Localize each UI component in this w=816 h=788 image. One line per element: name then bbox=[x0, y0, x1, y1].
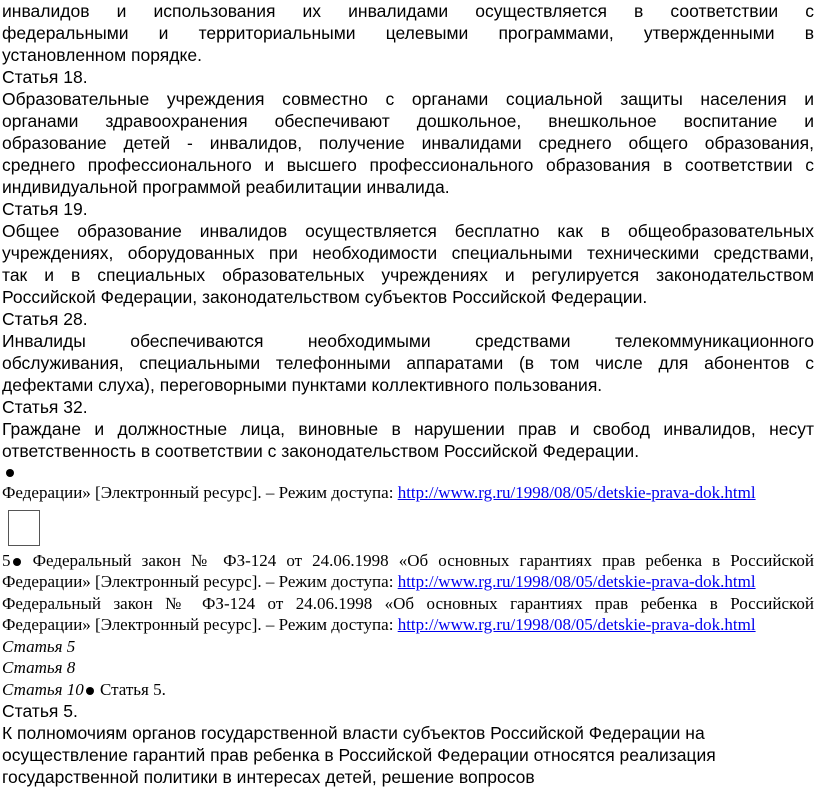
text-line: органами здравоохранения обеспечивают дошкольное, внешкольное воспитание и bbox=[2, 111, 814, 131]
reference-link[interactable]: http://www.rg.ru/1998/08/05/detskie-prava-dok.html bbox=[397, 615, 756, 634]
empty-image-placeholder bbox=[8, 510, 40, 546]
reference-line bbox=[0, 550, 816, 572]
article-ref: Статья 5 bbox=[2, 636, 76, 656]
bullet-row bbox=[0, 462, 816, 482]
article-ref: Статья 8 bbox=[2, 658, 76, 677]
text-line: ответственность в соответствии с законодательством Российской Федерации. bbox=[2, 441, 640, 461]
reference-line: Федеральный закон № ФЗ-124 от 24.06.1998 «Об основных гарантиях прав ребенка в Российской bbox=[2, 593, 814, 613]
text-line: индивидуальной программой реабилитации инвалида. bbox=[2, 177, 450, 197]
reference-line bbox=[0, 482, 816, 504]
article-heading: Статья 19. bbox=[2, 199, 88, 219]
reference-text: Федерации» [Электронный ресурс]. – Режим доступа: bbox=[2, 483, 398, 502]
article-ref: Статья 10 bbox=[2, 679, 84, 699]
text-line: учреждениях, оборудованных при необходимости специальными техническими средствами, bbox=[2, 243, 814, 263]
reference-line bbox=[0, 571, 816, 593]
reference-link[interactable]: http://www.rg.ru/1998/08/05/detskie-prava-dok.html bbox=[397, 572, 756, 591]
bullet-icon bbox=[86, 687, 94, 695]
text-line: государственной политики в интересах детей, решение вопросов bbox=[2, 767, 535, 787]
reference-text: Федеральный закон № ФЗ-124 от 24.06.1998 «Об основных гарантиях прав ребенка в Российской bbox=[22, 550, 814, 570]
article-heading: Статья 28. bbox=[2, 309, 88, 329]
article-ref: Статья 5. bbox=[95, 679, 166, 699]
reference-text: Федерации» [Электронный ресурс]. – Режим доступа: bbox=[2, 572, 398, 591]
reference-link[interactable]: http://www.rg.ru/1998/08/05/detskie-prava-dok.html bbox=[397, 483, 756, 502]
text-line: среднего профессионального и высшего профессионального образования в соответствии с bbox=[2, 155, 814, 175]
text-line: федеральными и территориальными целевыми программами, утвержденными в bbox=[2, 23, 814, 43]
text-line: Российской Федерации, законодательством субъектов Российской Федерации. bbox=[2, 287, 648, 307]
text-line: Образовательные учреждения совместно с органами социальной защиты населения и bbox=[2, 89, 814, 109]
text-line: образование детей - инвалидов, получение инвалидами среднего общего образования, bbox=[2, 133, 814, 153]
text-line: К полномочиям органов государственной власти субъектов Российской Федерации на bbox=[2, 723, 705, 743]
references-block bbox=[0, 482, 816, 700]
article-heading: Статья 5. bbox=[2, 701, 78, 721]
text-line: установленном порядке. bbox=[2, 45, 202, 65]
text-line: Общее образование инвалидов осуществляется бесплатно как в общеобразовательных bbox=[2, 221, 814, 241]
article-heading: Статья 18. bbox=[2, 67, 88, 87]
text-line: дефектами слуха), переговорными пунктами коллективного пользования. bbox=[2, 375, 603, 395]
reference-text: Федерации» [Электронный ресурс]. – Режим доступа: bbox=[2, 615, 398, 634]
reference-line bbox=[0, 614, 816, 636]
text-line: Граждане и должностные лица, виновные в нарушении прав и свобод инвалидов, несут bbox=[2, 419, 814, 439]
text-line: Инвалиды обеспечиваются необходимыми средствами телекоммуникационного bbox=[2, 331, 814, 351]
text-line: так и в специальных образовательных учреждениях и регулируется законодательством bbox=[2, 265, 814, 285]
bullet-icon bbox=[6, 469, 14, 477]
text-line: обслуживания, специальными телефонными аппаратами (в том числе для абонентов с bbox=[2, 353, 814, 373]
bullet-icon bbox=[13, 558, 21, 566]
article-heading: Статья 32. bbox=[2, 397, 88, 417]
footnote-number: 5 bbox=[2, 550, 11, 570]
text-line: осуществление гарантий прав ребенка в Российской Федерации относятся реализация bbox=[2, 745, 716, 765]
article-ref-line bbox=[0, 679, 816, 701]
text-line: инвалидов и использования их инвалидами осуществляется в соответствии с bbox=[2, 1, 814, 21]
closing-text-block bbox=[0, 700, 816, 788]
